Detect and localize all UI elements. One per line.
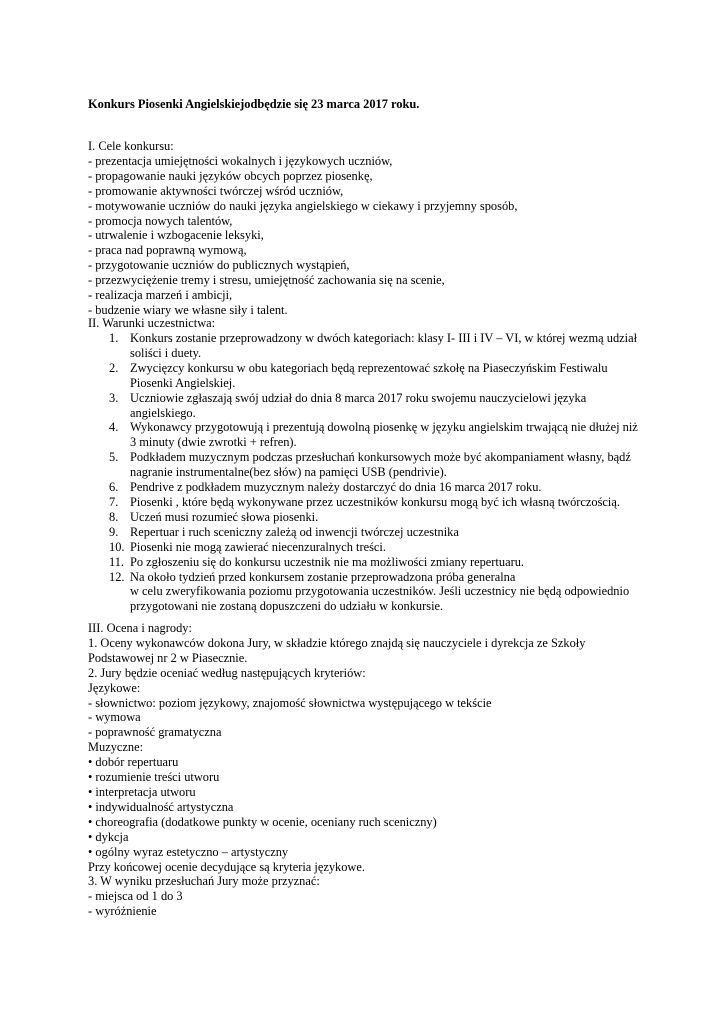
condition-item (88, 495, 658, 510)
evaluation-line: • rozumienie treści utworu (88, 770, 220, 785)
section-evaluation-heading: III. Ocena i nagrody: (88, 621, 192, 635)
condition-number: 2. (109, 360, 119, 375)
goal-item: - utrwalenie i wzbogacenie leksyki, (88, 228, 264, 243)
condition-item (88, 480, 658, 495)
conditions-list (88, 331, 658, 614)
condition-text: Piosenki Angielskiej. (130, 375, 236, 390)
evaluation-line: 1. Oceny wykonawców dokona Jury, w składzie którego znajdą się nauczyciele i dyrekcja ze Szkoły (88, 635, 586, 650)
document-title: Konkurs Piosenki Angielskiejodbędzie się 23 marca 2017 roku. (88, 97, 420, 111)
evaluation-line: 3. W wyniku przesłuchań Jury może przyznać: (88, 874, 320, 889)
condition-text: nagranie instrumentalne(bez słów) na pamięci USB (pendrivie). (130, 465, 447, 480)
goal-item: - prezentacja umiejętności wokalnych i językowych uczniów, (88, 153, 393, 168)
condition-item (88, 510, 658, 525)
evaluation-line: - wyróżnienie (88, 904, 157, 919)
evaluation-line: - wymowa (88, 710, 141, 725)
section-conditions-heading: II. Warunki uczestnictwa: (88, 316, 216, 330)
evaluation-line: - poprawność gramatyczna (88, 725, 222, 740)
condition-item (88, 570, 658, 615)
condition-number: 6. (109, 480, 119, 495)
goal-item: - praca nad poprawną wymową, (88, 243, 247, 258)
goal-item: - przezwyciężenie tremy i stresu, umiejętność zachowania się na scenie, (88, 273, 445, 288)
condition-number: 10. (109, 539, 125, 554)
condition-number: 1. (109, 331, 119, 345)
condition-text: Pendrive z podkładem muzycznym należy dostarczyć do dnia 16 marca 2017 roku. (130, 480, 542, 495)
condition-number: 8. (109, 509, 119, 524)
evaluation-line: 2. Jury będzie oceniać według następujących kryteriów: (88, 665, 366, 680)
condition-number: 3. (109, 390, 119, 405)
section-conditions (88, 316, 215, 331)
evaluation-line: • dobór repertuaru (88, 755, 179, 770)
condition-item (88, 331, 658, 361)
section-goals (88, 139, 517, 318)
goal-item: - przygotowanie uczniów do publicznych wystąpień, (88, 258, 350, 273)
goal-item: - realizacja marzeń i ambicji, (88, 288, 233, 303)
condition-text: Piosenki , które będą wykonywane przez uczestników konkursu mogą być ich własną twórczością. (130, 494, 620, 509)
condition-text: Uczeń musi rozumieć słowa piosenki. (130, 509, 319, 524)
condition-text: Wykonawcy przygotowują i prezentują dowolną piosenkę w języku angielskim trwającą nie dłużej niż (130, 420, 638, 435)
condition-text: w celu zweryfikowania poziomu przygotowania uczestników. Jeśli uczestnicy nie będą odpowiednio (130, 584, 630, 599)
evaluation-line: • indywidualność artystyczna (88, 799, 234, 814)
goal-item: - budzenie wiary we własne siły i talent. (88, 302, 288, 317)
condition-text: przygotowani nie zostaną dopuszczeni do udziału w konkursie. (130, 599, 444, 614)
condition-text: Repertuar i ruch sceniczny zależą od inwencji twórczej uczestnika (130, 524, 459, 539)
goal-item: - motywowanie uczniów do nauki języka angielskiego w ciekawy i przyjemny sposób, (88, 198, 518, 213)
goal-item: - promowanie aktywności twórczej wśród uczniów, (88, 183, 344, 198)
section-evaluation (88, 621, 585, 919)
condition-number: 9. (109, 524, 119, 539)
condition-item (88, 450, 658, 480)
condition-item (88, 540, 658, 555)
condition-text: Na około tydzień przed konkursem zostanie przeprowadzona próba generalna (130, 569, 516, 584)
evaluation-line: - miejsca od 1 do 3 (88, 889, 183, 904)
condition-item (88, 391, 658, 421)
evaluation-line: • dykcja (88, 829, 129, 844)
evaluation-line: Muzyczne: (88, 740, 144, 755)
condition-number: 5. (109, 450, 119, 465)
condition-text: Podkładem muzycznym podczas przesłuchań konkursowych może być akompaniament własny, bądź (130, 450, 631, 465)
evaluation-line: - słownictwo: poziom językowy, znajomość słownictwa występującego w tekście (88, 695, 492, 710)
evaluation-line: Podstawowej nr 2 w Piasecznie. (88, 650, 248, 665)
condition-text: Po zgłoszeniu się do konkursu uczestnik nie ma możliwości zmiany repertuaru. (130, 554, 524, 569)
condition-item (88, 525, 658, 540)
condition-item (88, 555, 658, 570)
evaluation-line: • choreografia (dodatkowe punkty w ocenie, oceniany ruch sceniczny) (88, 814, 437, 829)
condition-text: Konkurs zostanie przeprowadzony w dwóch kategoriach: klasy I- III i IV – VI, w której wezmą udział (130, 331, 638, 345)
condition-text: 3 minuty (dwie zwrotki + refren). (130, 435, 297, 450)
evaluation-line: Przy końcowej ocenie decydujące są kryteria językowe. (88, 859, 365, 874)
condition-text: angielskiego. (130, 405, 196, 420)
condition-text: Zwycięzcy konkursu w obu kategoriach będą reprezentować szkołę na Piaseczyńskim Festiwalu (130, 360, 608, 375)
condition-text: Uczniowie zgłaszają swój udział do dnia 8 marca 2017 roku swojemu nauczycielowi języka (130, 390, 587, 405)
goal-item: - propagowanie nauki języków obcych poprzez piosenkę, (88, 168, 373, 183)
condition-text: soliści i duety. (130, 345, 202, 360)
condition-number: 7. (109, 494, 119, 509)
evaluation-line: • interpretacja utworu (88, 784, 196, 799)
condition-item (88, 420, 658, 450)
condition-number: 4. (109, 420, 119, 435)
evaluation-line: • ogólny wyraz estetyczno – artystyczny (88, 844, 289, 859)
goal-item: - promocja nowych talentów, (88, 213, 233, 228)
section-goals-heading: I. Cele konkursu: (88, 139, 174, 153)
condition-number: 11. (109, 554, 125, 569)
condition-text: Piosenki nie mogą zawierać niecenzuralnych treści. (130, 539, 386, 554)
condition-item (88, 361, 658, 391)
condition-number: 12. (109, 569, 125, 584)
evaluation-line: Językowe: (88, 680, 141, 695)
